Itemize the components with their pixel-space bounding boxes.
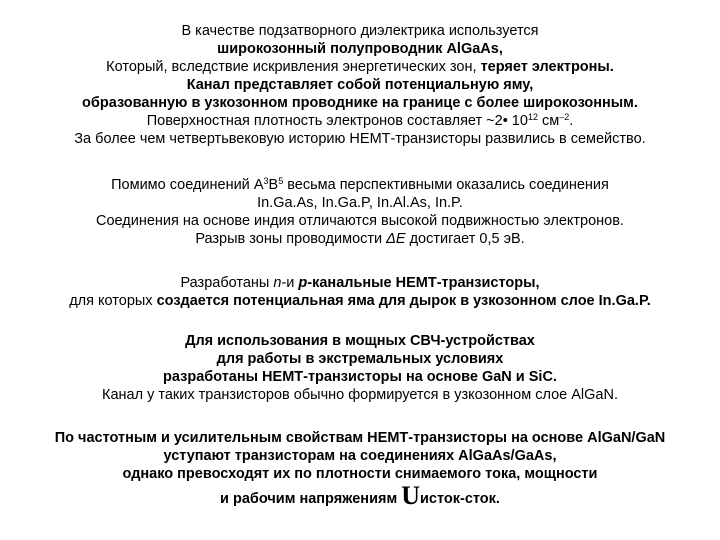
text-line: Канал у таких транзисторов обычно формируется в узкозонном слое AlGaN.	[102, 387, 618, 403]
text-fragment: Поверхностная плотность электронов составляет ~2• 10	[146, 113, 528, 129]
text-line	[0, 58, 720, 76]
paragraph-channel-types	[0, 274, 720, 310]
text-fragment-italic: n	[273, 275, 282, 291]
text-line: уступают транзисторам на соединениях AlGaAs/GaAs,	[163, 448, 557, 464]
voltage-symbol: U	[401, 481, 420, 510]
text-fragment-italic-bold: p	[298, 275, 308, 291]
text-fragment: Помимо соединений A	[111, 177, 264, 193]
text-line	[0, 230, 720, 248]
text-line: широкозонный полупроводник AlGaAs,	[217, 41, 503, 57]
text-fragment: B	[268, 177, 279, 193]
text-line	[0, 112, 720, 130]
text-line	[0, 292, 720, 310]
text-line: In.Ga.As, In.Ga.P, In.Al.As, In.P.	[257, 195, 463, 211]
text-line: однако превосходят их по плотности снимаемого тока, мощности	[122, 466, 598, 482]
paragraph-gate-dielectric	[0, 22, 720, 148]
paragraph-comparison	[0, 429, 720, 508]
text-line: Канал представляет собой потенциальную яму,	[186, 77, 534, 93]
text-fragment-italic: ΔE	[386, 231, 406, 247]
text-line: В качестве подзатворного диэлектрика используется	[181, 23, 539, 39]
text-line: По частотным и усилительным свойствам НЕМТ-транзисторы на основе AlGaN/GaN	[54, 430, 666, 446]
text-line: За более чем четвертьвековую историю НЕМТ-транзисторы развились в семейство.	[74, 131, 646, 147]
superscript: –2	[559, 112, 570, 122]
text-line	[0, 274, 720, 292]
text-fragment: для которых	[69, 293, 157, 309]
text-line: Соединения на основе индия отличаются высокой подвижностью электронов.	[96, 213, 624, 229]
text-fragment: достигает 0,5 эВ.	[405, 231, 525, 247]
text-fragment: весьма перспективными оказались соединения	[283, 177, 609, 193]
text-fragment: Разработаны	[180, 275, 274, 291]
text-line: образованную в узкозонном проводнике на границе с более широкозонным.	[82, 95, 638, 111]
superscript: 5	[278, 176, 284, 186]
superscript: 3	[263, 176, 269, 186]
text-fragment: .	[569, 113, 574, 129]
text-fragment: Который, вследствие искривления энергетических зон,	[106, 59, 481, 75]
text-fragment-bold: создается потенциальная яма для дырок в узкозонном слое In.Ga.P.	[156, 293, 651, 309]
text-fragment: и рабочим напряжениям	[220, 491, 402, 507]
text-fragment: см	[537, 113, 560, 129]
paragraph-power-microwave	[0, 332, 720, 404]
text-line: для работы в экстремальных условиях	[216, 351, 504, 367]
text-line: разработаны НЕМТ-транзисторы на основе GaN и SiC.	[163, 369, 557, 385]
text-fragment: -и	[281, 275, 299, 291]
text-fragment-bold: теряет электроны.	[480, 59, 614, 75]
text-line	[0, 176, 720, 194]
paragraph-compounds	[0, 176, 720, 248]
text-fragment-bold: -канальные НЕМТ-транзисторы,	[307, 275, 540, 291]
superscript: 12	[527, 112, 538, 122]
text-line	[0, 481, 720, 510]
text-fragment: исток-сток.	[419, 491, 500, 507]
text-line: Для использования в мощных СВЧ-устройствах	[185, 333, 535, 349]
text-fragment: Разрыв зоны проводимости	[195, 231, 387, 247]
